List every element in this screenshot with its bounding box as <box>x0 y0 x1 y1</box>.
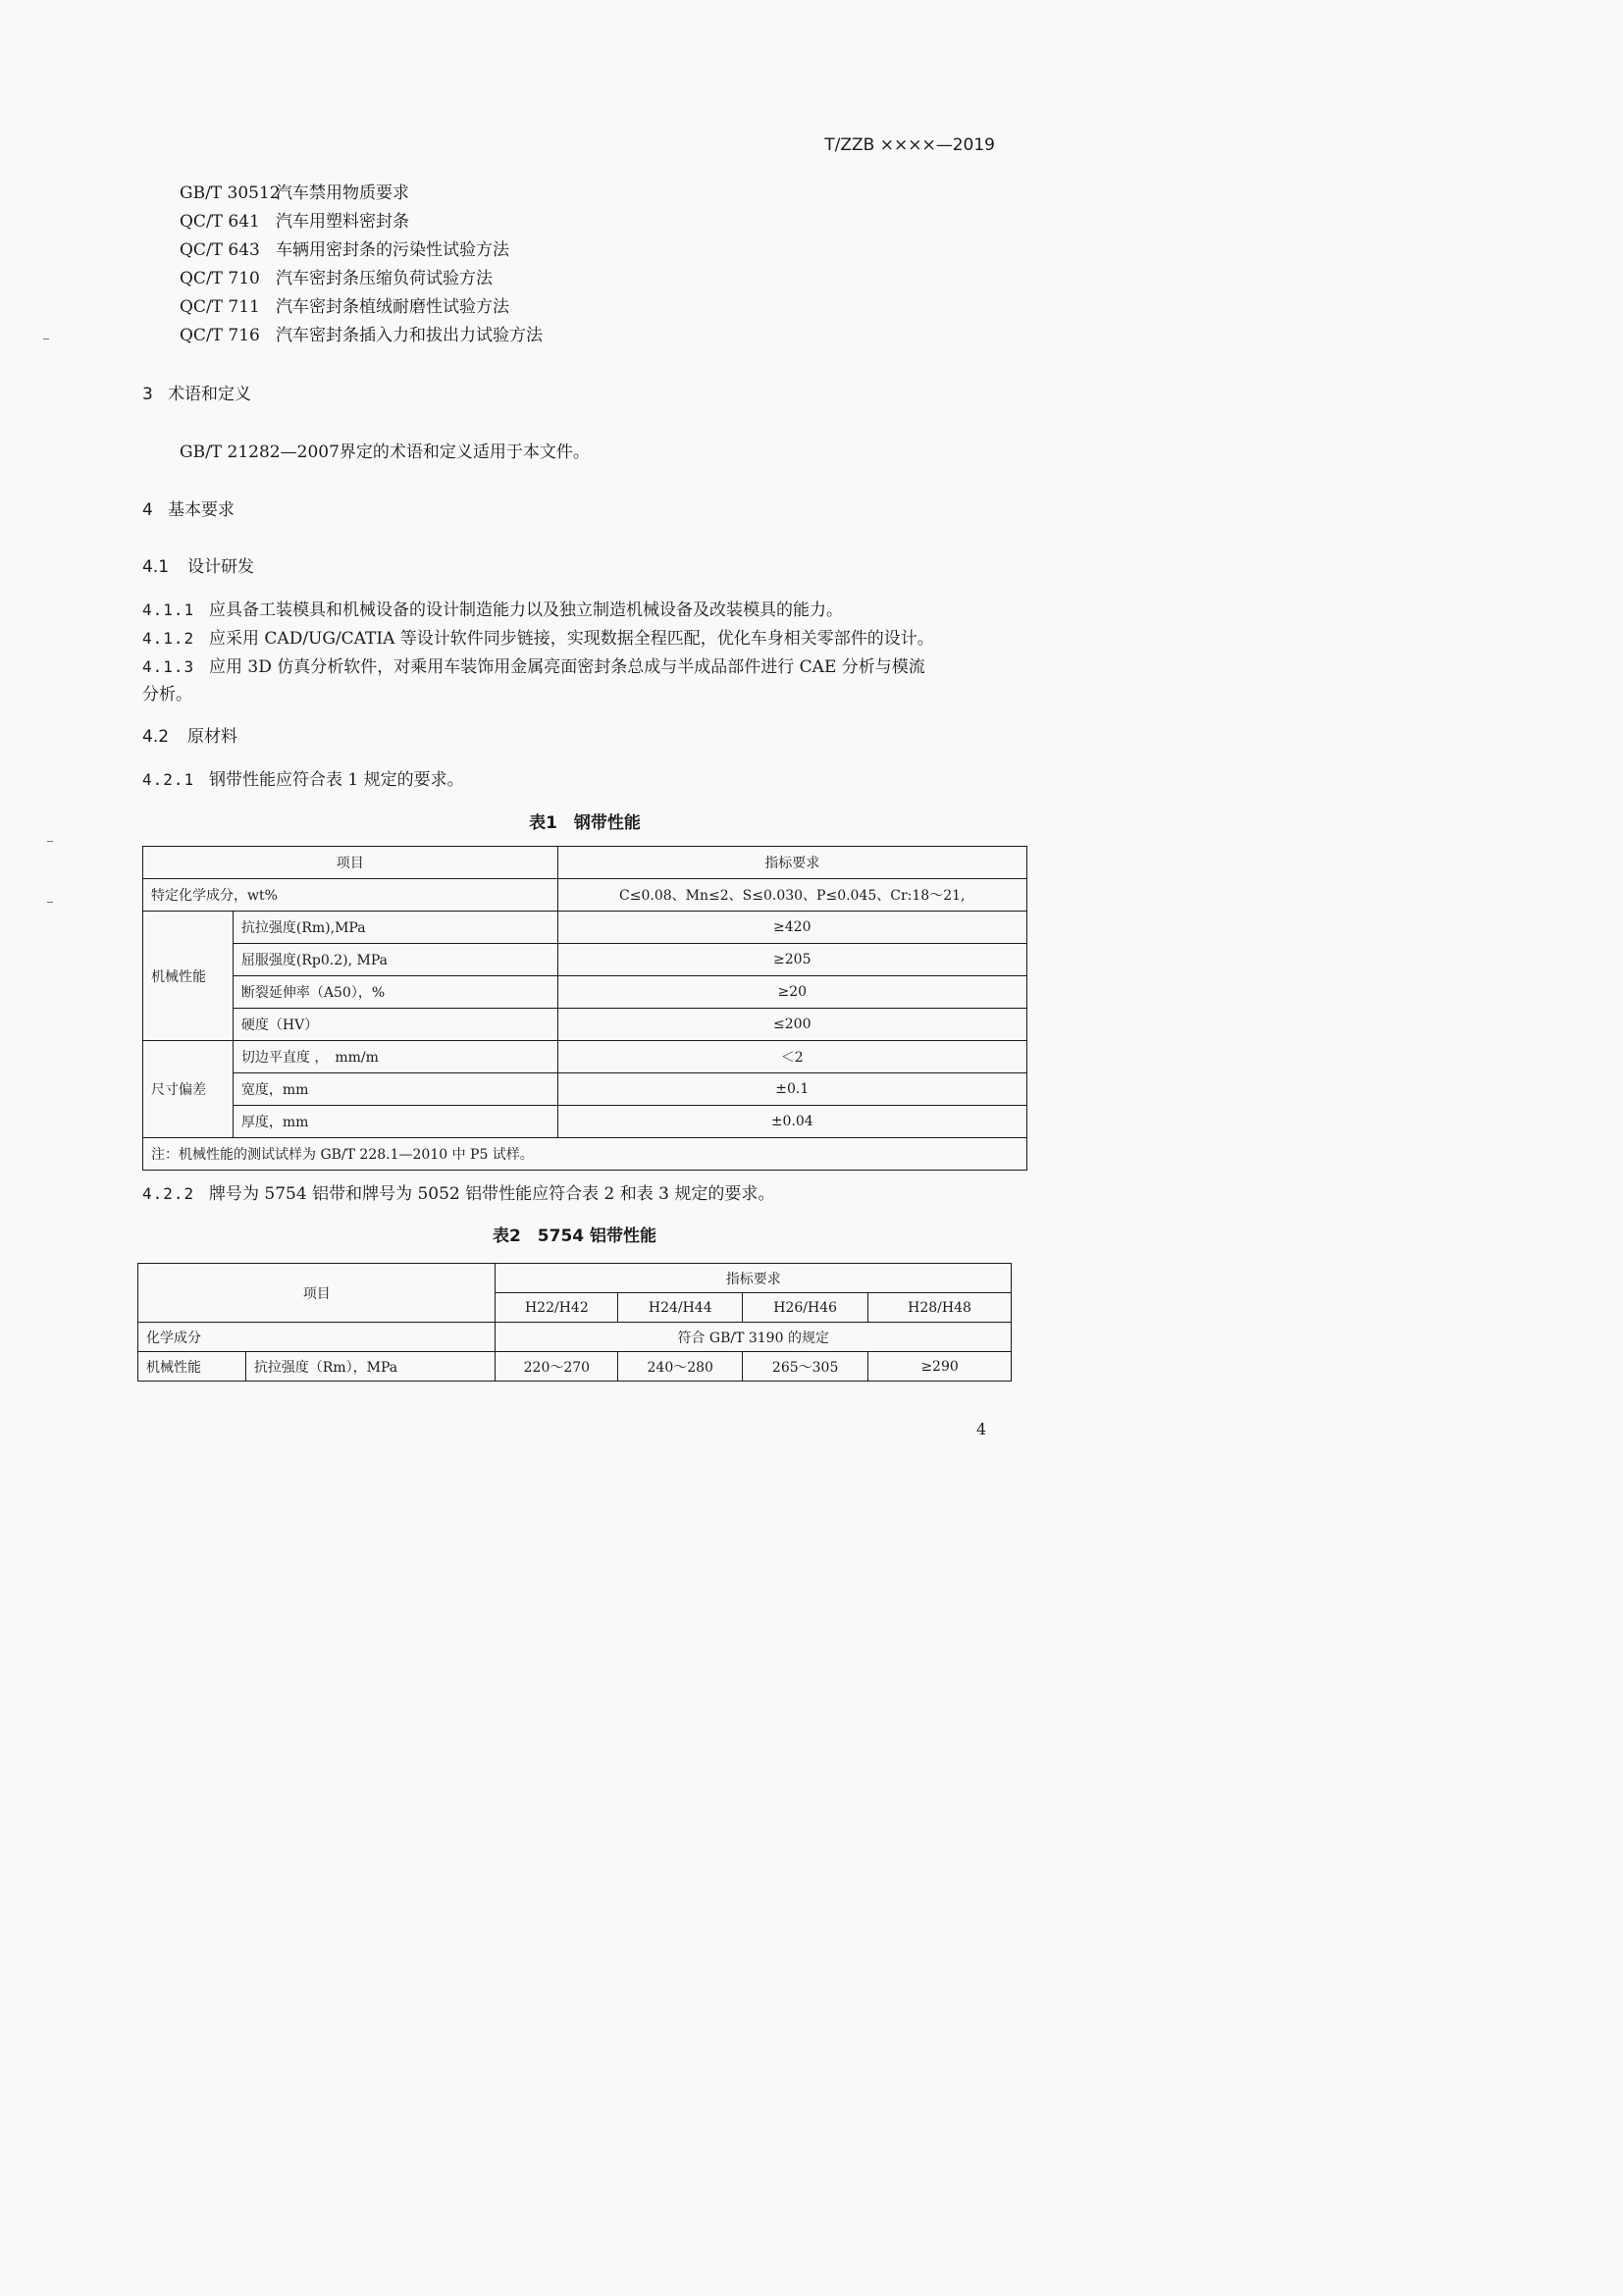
row-item: 屈服强度(Rp0.2), MPa <box>233 944 557 976</box>
chem-label: 特定化学成分，wt% <box>143 879 558 912</box>
clause-4-1-3 <box>142 652 925 677</box>
reference-title: 汽车密封条插入力和拔出力试验方法 <box>276 326 543 345</box>
reference-title: 汽车密封条植绒耐磨性试验方法 <box>276 297 509 317</box>
header-item: 项目 <box>138 1264 496 1323</box>
section-heading-3 <box>142 380 251 404</box>
section-number: 3 <box>142 385 153 404</box>
table-2-aluminium-strip <box>137 1263 1012 1382</box>
row-value: ≥20 <box>557 976 1026 1009</box>
temper-header: H26/H46 <box>743 1293 868 1323</box>
scan-mark <box>47 841 53 842</box>
subsection-heading-4-2 <box>142 722 237 747</box>
table-2-caption: 表2 5754 铝带性能 <box>492 1226 657 1246</box>
table-1-steel-strip <box>142 846 1027 1171</box>
mech-group-label: 机械性能 <box>143 912 234 1041</box>
section-3-text: GB/T 21282—2007界定的术语和定义适用于本文件。 <box>180 443 590 462</box>
table-row <box>143 1106 1027 1138</box>
row-item: 断裂延伸率（A50），% <box>233 976 557 1009</box>
row-value: ±0.1 <box>557 1073 1026 1106</box>
section-number: 4 <box>142 500 153 520</box>
reference-code: QC/T 711 <box>180 297 260 317</box>
subsection-number: 4.1 <box>142 557 170 577</box>
table-row <box>143 944 1027 976</box>
clause-4-1-2 <box>142 624 934 649</box>
row-item: 宽度，mm <box>233 1073 557 1106</box>
clause-number: 4.1.3 <box>142 657 195 676</box>
row-value: ≥420 <box>557 912 1026 944</box>
subsection-heading-4-1 <box>142 552 254 577</box>
scan-mark <box>47 902 53 903</box>
dim-group-label: 尺寸偏差 <box>143 1041 234 1138</box>
table-row <box>143 976 1027 1009</box>
reference-title: 汽车密封条压缩负荷试验方法 <box>276 269 493 288</box>
table-header-row <box>138 1264 1012 1293</box>
row-value: ＜2 <box>557 1041 1026 1073</box>
reference-title: 汽车用塑料密封条 <box>276 212 409 232</box>
table-row <box>143 879 1027 912</box>
clause-text: 应用 3D 仿真分析软件，对乘用车装饰用金属亮面密封条总成与半成品部件进行 CAE 分析与模流 <box>209 657 925 677</box>
clause-number: 4.2.2 <box>142 1184 195 1203</box>
row-value: 220～270 <box>496 1352 618 1382</box>
row-value: ≥205 <box>557 944 1026 976</box>
temper-header: H24/H44 <box>618 1293 743 1323</box>
reference-code: QC/T 716 <box>180 326 260 345</box>
mech-group-label: 机械性能 <box>138 1352 246 1382</box>
chem-value: 符合 GB/T 3190 的规定 <box>496 1323 1012 1352</box>
section-title: 术语和定义 <box>168 385 251 404</box>
reference-code: GB/T 30512 <box>180 183 281 203</box>
subsection-title: 设计研发 <box>187 557 254 577</box>
reference-item <box>180 264 493 288</box>
subsection-title: 原材料 <box>187 727 237 747</box>
clause-text: 应具备工装模具和机械设备的设计制造能力以及独立制造机械设备及改装模具的能力。 <box>209 600 843 620</box>
page-number: 4 <box>976 1420 987 1438</box>
clause-4-1-3-continuation: 分析。 <box>142 685 192 704</box>
section-title: 基本要求 <box>168 500 235 520</box>
clause-text: 牌号为 5754 铝带和牌号为 5052 铝带性能应符合表 2 和表 3 规定的要求。 <box>209 1184 775 1204</box>
row-value: ≥290 <box>868 1352 1012 1382</box>
clause-number: 4.1.2 <box>142 629 195 648</box>
row-value: ≤200 <box>557 1009 1026 1041</box>
row-item: 切边平直度 ， mm/m <box>233 1041 557 1073</box>
header-requirement: 指标要求 <box>496 1264 1012 1293</box>
clause-text: 应采用 CAD/UG/CATIA 等设计软件同步链接，实现数据全程匹配，优化车身相关零部件的设计。 <box>209 629 934 649</box>
table-header-row <box>143 847 1027 879</box>
row-value: 240～280 <box>618 1352 743 1382</box>
header-requirement: 指标要求 <box>557 847 1026 879</box>
row-value: 265～305 <box>743 1352 868 1382</box>
clause-4-2-2 <box>142 1179 774 1204</box>
reference-code: QC/T 641 <box>180 212 260 232</box>
table-row <box>143 1073 1027 1106</box>
clause-4-2-1 <box>142 765 464 790</box>
clause-number: 4.1.1 <box>142 600 195 619</box>
table-row <box>138 1352 1012 1382</box>
reference-item <box>180 235 509 260</box>
table-row <box>138 1323 1012 1352</box>
table-row <box>143 912 1027 944</box>
chem-label: 化学成分 <box>138 1323 496 1352</box>
header-item: 项目 <box>143 847 558 879</box>
table-row <box>143 1009 1027 1041</box>
table-note: 注：机械性能的测试试样为 GB/T 228.1—2010 中 P5 试样。 <box>143 1138 1027 1171</box>
temper-header: H22/H42 <box>496 1293 618 1323</box>
reference-title: 汽车禁用物质要求 <box>276 183 409 203</box>
table-note-row <box>143 1138 1027 1171</box>
section-heading-4 <box>142 496 235 520</box>
table-row <box>143 1041 1027 1073</box>
reference-item <box>180 179 409 203</box>
reference-item <box>180 207 409 232</box>
chem-value: C≤0.08、Mn≤2、S≤0.030、P≤0.045、Cr:18～21, <box>557 879 1026 912</box>
reference-code: QC/T 710 <box>180 269 260 288</box>
row-item: 硬度（HV） <box>233 1009 557 1041</box>
clause-number: 4.2.1 <box>142 770 195 789</box>
reference-item <box>180 321 543 345</box>
row-item: 抗拉强度（Rm），MPa <box>245 1352 496 1382</box>
clause-text: 钢带性能应符合表 1 规定的要求。 <box>209 770 464 790</box>
row-value: ±0.04 <box>557 1106 1026 1138</box>
row-item: 厚度，mm <box>233 1106 557 1138</box>
document-number: T/ZZB ××××—2019 <box>824 135 995 155</box>
table-1-caption: 表1 钢带性能 <box>529 813 641 833</box>
clause-4-1-1 <box>142 596 843 620</box>
reference-item <box>180 292 509 317</box>
temper-header: H28/H48 <box>868 1293 1012 1323</box>
row-item: 抗拉强度(Rm),MPa <box>233 912 557 944</box>
reference-title: 车辆用密封条的污染性试验方法 <box>276 240 509 260</box>
reference-code: QC/T 643 <box>180 240 260 260</box>
subsection-number: 4.2 <box>142 727 170 747</box>
